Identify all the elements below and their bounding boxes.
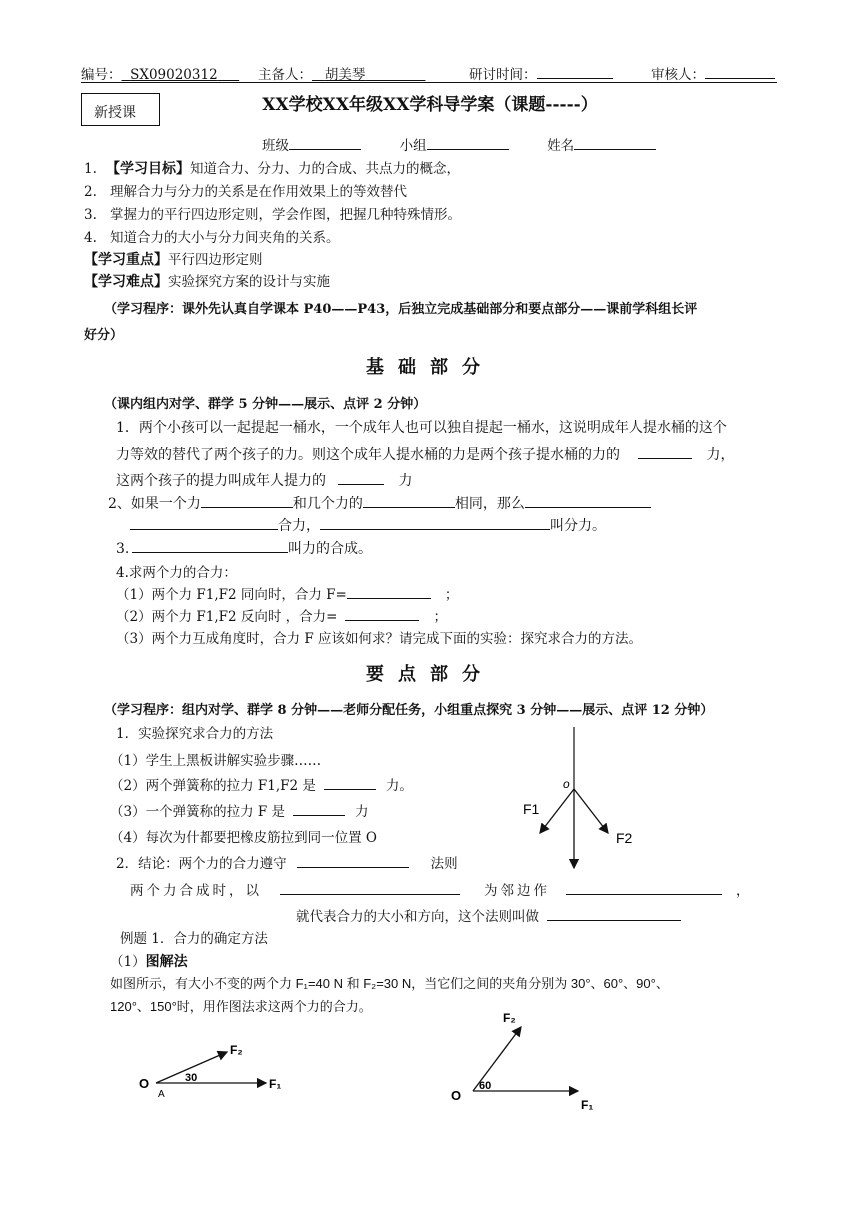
q1-line-1: 1．两个小孩可以一起提起一桶水，一个成年人也可以独自提起一桶水，这说明成年人提水桶的这个 [116, 420, 727, 436]
point-a-label: A [158, 1089, 165, 1100]
method [110, 950, 188, 971]
k2-blank-3[interactable] [566, 880, 722, 895]
q4-2-blank[interactable] [345, 606, 419, 621]
group-blank [427, 135, 509, 150]
q4-1-text: （1）两个力 F1,F2 同向时，合力 F= [116, 587, 347, 603]
k1-3 [110, 800, 369, 820]
q4-1 [116, 583, 458, 603]
f2-vector-label: F₂ [230, 1043, 243, 1057]
q4-2-text: （2）两个力 F1,F2 反向时 ，合力= [116, 609, 338, 625]
header-rule [81, 82, 777, 83]
example-line-2: 120°、150°时，用作图法求这两个力的合力。 [110, 999, 372, 1014]
research-time-blank [537, 64, 613, 79]
reviewer-label: 审核人： [651, 67, 705, 83]
header-code [81, 63, 239, 83]
objective-1 [84, 157, 460, 178]
q2-blank-1[interactable] [201, 493, 293, 508]
key-point-label: 【学习重点】 [84, 252, 168, 268]
q3-num: 3. [116, 541, 130, 557]
header-research-time [469, 63, 613, 83]
q3-text: 叫力的合成。 [288, 541, 372, 557]
k1-4: （4）每次为什都要把橡皮筋拉到同一位置 O [110, 830, 377, 846]
f1-vector-label: F₁ [269, 1077, 282, 1091]
k2-text-end: 法则 [430, 856, 458, 872]
difficulty-text: 实验探究方案的设计与实施 [168, 274, 330, 290]
objective-num: 3. [84, 207, 97, 223]
q2-line-2 [130, 515, 606, 535]
f1-arrow [540, 789, 574, 833]
q2-text: 相同，那么 [454, 496, 525, 512]
k2-line-3-text: 就代表合力的大小和方向，这个法则叫做 [296, 909, 539, 925]
code-value: SX09020312 [130, 67, 218, 83]
q2-line-1 [108, 493, 651, 513]
q1-text: 力等效的替代了两个孩子的力。则这个成年人提水桶的力是两个孩子提水桶的力的 [116, 447, 620, 463]
origin-label: O [139, 1076, 150, 1091]
header-reviewer [651, 63, 775, 83]
q2-text: 合力， [278, 518, 320, 534]
page-title: XX学校XX年级XX学科导学案（课题-----） [262, 95, 598, 115]
k1-1: （1）学生上黑板讲解实验步骤…… [110, 753, 322, 769]
method-num: （1） [110, 954, 146, 970]
q2-text: 叫分力。 [550, 518, 606, 534]
objective-num: 4. [84, 230, 97, 246]
q4-1-blank[interactable] [347, 584, 431, 599]
objective-num: 2. [84, 184, 97, 200]
q3-blank[interactable] [132, 538, 288, 553]
q2-blank-3[interactable] [525, 493, 651, 508]
q1-text-end: 力 [398, 473, 413, 489]
k1-2-end: 力。 [385, 778, 413, 794]
key-point-text: 平行四边形定则 [168, 252, 263, 268]
q2-blank-4[interactable] [130, 515, 278, 530]
code-label: 编号： [81, 67, 122, 83]
objective-heading: 【学习目标】 [106, 161, 190, 177]
f1-label: F1 [523, 801, 540, 817]
name-label: 姓名 [547, 138, 575, 154]
point-o-label: o [563, 777, 570, 791]
q4-3: （3）两个力互成角度时，合力 F 应该如何求？请完成下面的实验：探究求合力的方法。 [116, 631, 643, 647]
k2-blank-4[interactable] [547, 906, 681, 921]
k1: 1．实验探究求合力的方法 [116, 726, 274, 742]
angle-label: 60 [479, 1080, 492, 1092]
q1-line-2 [116, 444, 734, 464]
objective-num: 1. [84, 161, 97, 177]
q1-blank-2[interactable] [338, 470, 384, 485]
k2-line-2-mid: 为邻边作 [484, 883, 550, 899]
lesson-type-text: 新授课 [94, 105, 136, 121]
origin-label: O [451, 1088, 462, 1103]
k2-blank-1[interactable] [297, 853, 409, 868]
difficulty-label: 【学习难点】 [84, 274, 168, 290]
q1-blank-1[interactable] [638, 444, 692, 459]
k1-3-blank[interactable] [293, 801, 345, 816]
k2-line-2 [130, 879, 753, 899]
force-diagram [510, 725, 640, 875]
q1-text-end: 力， [706, 447, 735, 463]
f2-label: F2 [616, 830, 633, 846]
f2-vector-label: F₂ [503, 1011, 516, 1025]
basic-note: （课内组内对学、群学 5 分钟——展示、点评 2 分钟） [104, 397, 427, 412]
q4-1-end: ； [444, 587, 459, 603]
objective-text: 知道合力、分力、力的合成、共点力的概念， [190, 161, 460, 177]
k2-line-2-text: 两个力合成时，以 [130, 883, 262, 899]
group-label: 小组 [399, 138, 427, 154]
q1-text: 这两个孩子的提力叫成年人提力的 [116, 473, 326, 489]
q4: 4.求两个力的合力： [116, 565, 237, 581]
name-blank [574, 135, 656, 150]
k2-text: 2．结论：两个力的合力遵守 [116, 856, 287, 872]
q2-text: 和几个力的 [292, 496, 363, 512]
objective-text: 知道合力的大小与分力间夹角的关系。 [110, 230, 340, 246]
preparer-label: 主备人： [258, 67, 312, 83]
f1-vector-label: F₁ [581, 1098, 594, 1112]
objective-2 [84, 180, 407, 200]
procedure-line-1: （学习程序：课外先认真自学课本 P40——P43，后独立完成基础部分和要点部分——课前学科组长评 [104, 302, 698, 317]
k1-3-end: 力 [355, 804, 369, 820]
research-time-label: 研讨时间： [469, 67, 537, 83]
objective-text: 掌握力的平行四边形定则，学会作图，把握几种特殊情形。 [110, 207, 461, 223]
preparer-value: 胡美琴 [324, 67, 366, 83]
method-label: 图解法 [145, 954, 188, 970]
k2 [116, 852, 458, 872]
key-note: （学习程序：组内对学、群学 8 分钟——老师分配任务，小组重点探究 3 分钟——展示、点评 12 分钟） [104, 703, 714, 718]
q3 [116, 538, 372, 558]
q2-blank-5[interactable] [320, 515, 550, 530]
objective-4 [84, 226, 340, 246]
k1-2-blank[interactable] [324, 775, 376, 790]
class-label: 班级 [262, 138, 289, 154]
reviewer-blank [705, 64, 775, 79]
angle-60-diagram [445, 1005, 615, 1115]
q4-2 [116, 605, 447, 625]
k2-blank-2[interactable] [280, 880, 460, 895]
difficulty [84, 270, 330, 291]
q4-2-end: ； [433, 609, 447, 625]
example-line-1: 如图所示，有大小不变的两个力 F₁=40 N 和 F₂=30 N，当它们之间的夹角分别为 30°、60°、90°、 [110, 976, 669, 991]
student-info [262, 134, 656, 154]
k1-3-text: （3）一个弹簧称的拉力 F 是 [110, 804, 286, 820]
k2-line-2-comma: ， [736, 883, 753, 899]
k1-2-text: （2）两个弹簧称的拉力 F1,F2 是 [110, 778, 316, 794]
angle-30-diagram [135, 1040, 295, 1100]
section-basic-heading: 基础部分 [366, 357, 494, 378]
q2-text: 2、如果一个力 [108, 496, 201, 512]
objective-text: 理解合力与分力的关系是在作用效果上的等效替代 [110, 184, 407, 200]
k2-line-3 [296, 905, 681, 925]
key-point [84, 248, 263, 269]
class-blank [289, 135, 361, 150]
section-key-heading: 要点部分 [366, 664, 494, 685]
f2-arrow [574, 789, 608, 833]
example-title: 例题 1．合力的确定方法 [120, 931, 268, 947]
procedure-line-2: 好分） [84, 328, 124, 343]
objective-3 [84, 203, 461, 223]
q2-blank-2[interactable] [363, 493, 455, 508]
k1-2 [110, 774, 413, 794]
q1-line-3 [116, 470, 412, 490]
angle-label: 30 [185, 1072, 198, 1084]
header-preparer [258, 63, 425, 83]
